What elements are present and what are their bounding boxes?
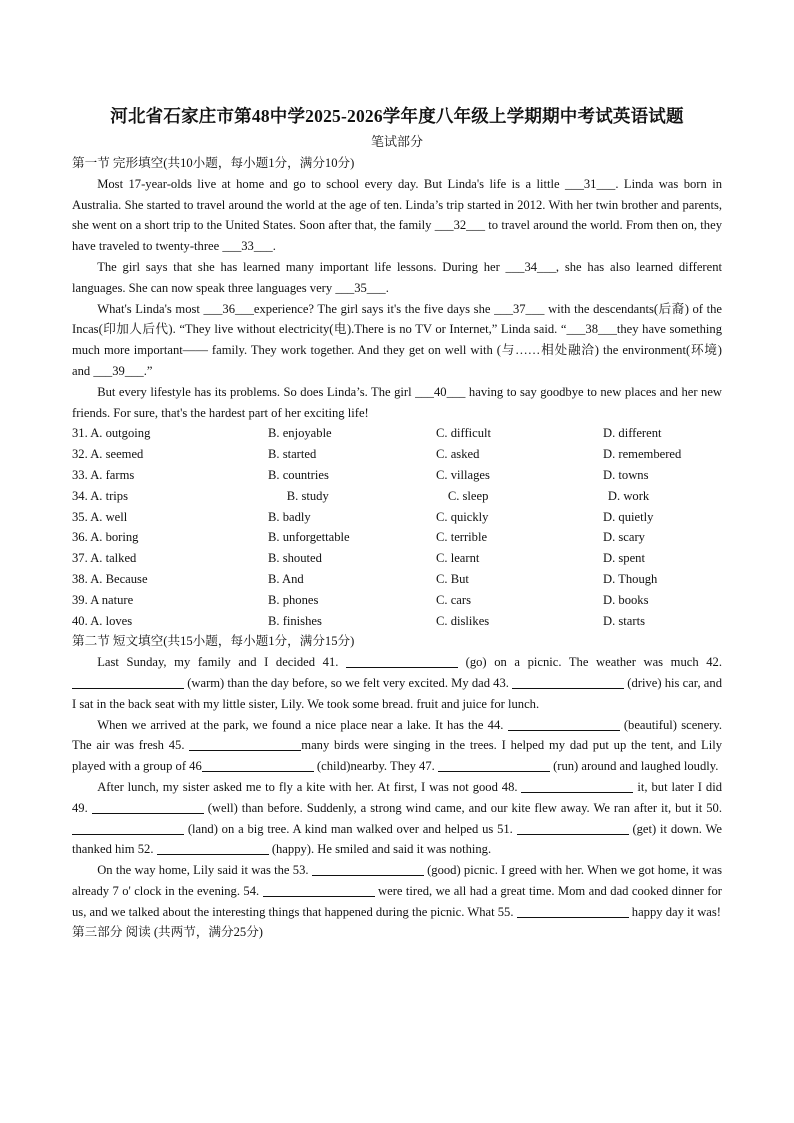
option-row-34	[72, 486, 722, 507]
answer-blank-55[interactable]	[517, 904, 629, 918]
option-d[interactable]: D. spent	[603, 551, 645, 566]
text-run: When we arrived at the park, we found a nice place near a lake. It has the 44.	[97, 717, 508, 732]
option-a[interactable]: 31. A. outgoing	[72, 426, 151, 441]
answer-blank-47[interactable]	[438, 758, 550, 772]
option-a[interactable]: 35. A. well	[72, 509, 128, 524]
option-a[interactable]: 33. A. farms	[72, 467, 135, 482]
text-run: (run) around and laughed loudly.	[553, 759, 719, 774]
answer-blank-50[interactable]	[72, 821, 184, 835]
option-a[interactable]: 34. A. trips	[72, 488, 128, 503]
option-d[interactable]: D. different	[603, 426, 662, 441]
option-a[interactable]: 38. A. Because	[72, 571, 148, 586]
option-c[interactable]: C. asked	[436, 447, 480, 462]
cloze-options	[72, 423, 722, 631]
option-row-39	[72, 590, 722, 611]
exam-subtitle: 笔试部分	[370, 134, 423, 149]
text-run: (beautiful) scenery. The air was fresh 45.	[72, 717, 722, 753]
text-run: After lunch, my sister asked me to fly a kite with her. At first, I was not good 48.	[97, 779, 522, 794]
option-c[interactable]: C. quickly	[436, 509, 489, 524]
answer-blank-41[interactable]	[346, 654, 458, 668]
fill-blank-paragraph	[72, 652, 722, 714]
fill-blank-paragraph	[72, 777, 722, 860]
option-row-37	[72, 548, 722, 569]
text-run: (good) picnic. I greed with her. When we got home, it was already 7 o' clock in the evening. 54.	[72, 863, 722, 898]
option-row-32	[72, 444, 722, 465]
option-d[interactable]: D. Though	[603, 571, 658, 586]
option-b[interactable]: B. And	[268, 571, 304, 586]
exam-title: 河北省石家庄市第48中学2025-2026学年度八年级上学期期中考试英语试题	[110, 106, 684, 126]
answer-blank-45[interactable]	[189, 737, 301, 751]
option-a[interactable]: 32. A. seemed	[72, 447, 144, 462]
cloze-paragraph: Most 17-year-olds live at home and go to school every day. But Linda's life is a little ___31___. Linda was born in Australia. She started to travel around the world at the age of ten. Linda’s trip started in 2012. With her twin brother and parents, she went on a short trip to the United States. Soon after that, the family ___32___ to travel around the world. From then on, they have traveled to twenty-three ___33___.	[72, 176, 722, 254]
answer-blank-53[interactable]	[312, 862, 424, 876]
cloze-paragraph: But every lifestyle has its problems. So does Linda’s. The girl ___40___ having to say goodbye to new places and her new friends. For sure, that's the hardest part of her exciting life!	[72, 384, 722, 420]
option-c[interactable]: C. difficult	[436, 426, 492, 441]
option-row-38	[72, 569, 722, 590]
option-d[interactable]: D. work	[607, 488, 650, 503]
option-c[interactable]: C. But	[436, 571, 469, 586]
option-d[interactable]: D. starts	[603, 613, 645, 628]
answer-blank-44[interactable]	[508, 717, 620, 731]
option-row-31	[72, 423, 722, 444]
option-a[interactable]: 36. A. boring	[72, 530, 139, 545]
answer-blank-51[interactable]	[517, 821, 629, 835]
option-c[interactable]: C. cars	[436, 592, 471, 607]
text-run: (drive) his car, and I sat in the back seat with my little sister, Lily. We took some bread. fruit and juice for lunch.	[72, 675, 722, 711]
text-run: (child)nearby. They 47.	[316, 759, 438, 774]
answer-blank-54[interactable]	[263, 883, 375, 897]
text-run: (get) it down. We thanked him 52.	[72, 821, 722, 857]
option-row-33	[72, 465, 722, 486]
answer-blank-49[interactable]	[92, 800, 204, 814]
cloze-paragraph: What's Linda's most ___36___experience? The girl says it's the five days she ___37___ with the descendants(后裔) of the Incas(印加人后代). “They live without electricity(电).There is no TV or Internet,” Linda said. “___38___they have something much more important—— family. They work together. And they get on well with (与……相处融洽) the environment(环境) and ___39___.”	[72, 301, 722, 378]
option-b[interactable]: B. started	[268, 447, 317, 462]
fill-blank-paragraph	[72, 860, 722, 922]
text-run: On the way home, Lily said it was the 53.	[97, 863, 312, 878]
option-b[interactable]: B. badly	[268, 509, 311, 524]
text-run: Last Sunday, my family and I decided 41.	[97, 655, 347, 670]
option-b[interactable]: B. phones	[268, 592, 319, 607]
option-d[interactable]: D. books	[603, 592, 649, 607]
cloze-paragraph: The girl says that she has learned many important life lessons. During her ___34___, she has also learned different languages. She can now speak three languages very ___35___.	[72, 259, 722, 295]
text-run: it, but later I did 49.	[72, 779, 722, 815]
section-reading-heading: 第三部分 阅读 (共两节，满分25分)	[72, 925, 263, 940]
answer-blank-42[interactable]	[72, 675, 184, 689]
option-b[interactable]: B. unforgettable	[268, 530, 350, 545]
option-b[interactable]: B. countries	[268, 467, 329, 482]
text-run: (happy). He smiled and said it was nothing.	[271, 842, 492, 857]
exam-page	[72, 104, 722, 943]
answer-blank-43[interactable]	[512, 675, 624, 689]
option-row-40	[72, 611, 722, 632]
option-b[interactable]: B. shouted	[268, 551, 322, 566]
fill-blank-paragraph	[72, 715, 722, 777]
text-run: (well) than before. Suddenly, a strong wind came, and our kite flew away. We ran after it, but it 50.	[207, 800, 723, 815]
answer-blank-48[interactable]	[521, 779, 633, 793]
section-fill-blank-heading: 第二节 短文填空(共15小题，每小题1分，满分15分)	[72, 634, 355, 649]
option-c[interactable]: C. dislikes	[436, 613, 490, 628]
option-a[interactable]: 40. A. loves	[72, 613, 133, 628]
option-b[interactable]: B. enjoyable	[268, 426, 332, 441]
answer-blank-52[interactable]	[157, 841, 269, 855]
option-d[interactable]: D. remembered	[603, 447, 682, 462]
option-c[interactable]: C. learnt	[436, 551, 480, 566]
option-b[interactable]: B. study	[286, 488, 329, 503]
option-c[interactable]: C. sleep	[447, 488, 489, 503]
answer-blank-46[interactable]	[202, 758, 314, 772]
option-c[interactable]: C. villages	[436, 467, 490, 482]
text-run: (warm) than the day before, so we felt very excited. My dad 43.	[187, 675, 513, 690]
section-cloze-heading: 第一节 完形填空(共10小题，每小题1分，满分10分)	[72, 156, 355, 170]
option-d[interactable]: D. scary	[603, 530, 645, 545]
text-run: many birds were singing in the trees. I helped my dad put up the tent, and Lily played with a group of 46	[72, 738, 723, 774]
text-run: (land) on a big tree. A kind man walked over and helped us 51.	[187, 821, 517, 836]
option-row-35	[72, 507, 722, 528]
option-row-36	[72, 527, 722, 548]
text-run: were tired, we all had a great time. Mom and dad cooked dinner for us, and we talked about the interesting things that happened during the picnic. What 55.	[72, 883, 722, 919]
text-run: happy day it was!	[631, 904, 721, 919]
option-b[interactable]: B. finishes	[268, 613, 322, 628]
text-run: (go) on a picnic. The weather was much 42.	[465, 655, 722, 670]
option-c[interactable]: C. terrible	[436, 530, 488, 545]
option-d[interactable]: D. quietly	[603, 509, 654, 524]
option-d[interactable]: D. towns	[603, 467, 649, 482]
option-a[interactable]: 37. A. talked	[72, 551, 137, 566]
option-a[interactable]: 39. A nature	[72, 592, 134, 607]
